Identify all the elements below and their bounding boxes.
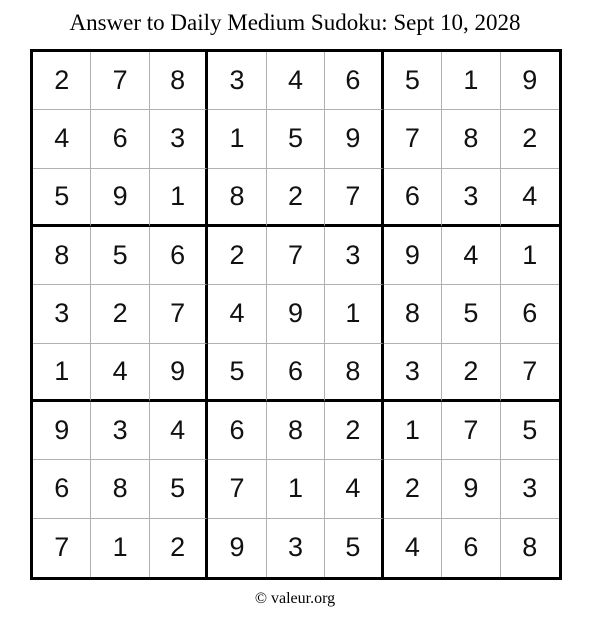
sudoku-cell: 6: [150, 227, 208, 285]
sudoku-cell: 9: [267, 285, 325, 343]
sudoku-cell: 3: [91, 402, 149, 460]
sudoku-cell: 3: [442, 169, 500, 227]
sudoku-cell: 4: [325, 460, 383, 518]
sudoku-cell: 8: [325, 344, 383, 402]
sudoku-cell: 5: [91, 227, 149, 285]
sudoku-cell: 4: [150, 402, 208, 460]
sudoku-cell: 3: [501, 460, 559, 518]
sudoku-cell: 1: [208, 110, 266, 168]
sudoku-cell: 9: [150, 344, 208, 402]
sudoku-cell: 2: [33, 52, 91, 110]
sudoku-cell: 4: [384, 519, 442, 577]
sudoku-cell: 8: [150, 52, 208, 110]
sudoku-cell: 3: [384, 344, 442, 402]
sudoku-cell: 3: [150, 110, 208, 168]
sudoku-cell: 9: [442, 460, 500, 518]
sudoku-cell: 1: [150, 169, 208, 227]
sudoku-cell: 7: [33, 519, 91, 577]
sudoku-cell: 5: [150, 460, 208, 518]
sudoku-cell: 5: [442, 285, 500, 343]
sudoku-cell: 9: [91, 169, 149, 227]
sudoku-cell: 5: [501, 402, 559, 460]
sudoku-cell: 6: [91, 110, 149, 168]
sudoku-cell: 8: [208, 169, 266, 227]
sudoku-cell: 4: [442, 227, 500, 285]
sudoku-cell: 6: [208, 402, 266, 460]
sudoku-cell: 5: [208, 344, 266, 402]
sudoku-cell: 1: [501, 227, 559, 285]
sudoku-cell: 7: [501, 344, 559, 402]
sudoku-cell: 3: [267, 519, 325, 577]
sudoku-cell: 3: [325, 227, 383, 285]
sudoku-cell: 9: [33, 402, 91, 460]
sudoku-cell: 6: [442, 519, 500, 577]
sudoku-cell: 4: [33, 110, 91, 168]
sudoku-cell: 2: [501, 110, 559, 168]
sudoku-cell: 9: [325, 110, 383, 168]
sudoku-cell: 8: [33, 227, 91, 285]
sudoku-cell: 8: [522, 532, 538, 563]
sudoku-cell: 1: [442, 52, 500, 110]
sudoku-cell: 7: [442, 402, 500, 460]
sudoku-cell: 9: [501, 52, 559, 110]
sudoku-cell: 1: [325, 285, 383, 343]
sudoku-cell: 5: [267, 110, 325, 168]
sudoku-cell: 2: [91, 285, 149, 343]
page-title: Answer to Daily Medium Sudoku: Sept 10, 2028: [69, 10, 521, 35]
sudoku-cell: 6: [325, 52, 383, 110]
sudoku-cell: 1: [33, 344, 91, 402]
sudoku-cell: 1: [384, 402, 442, 460]
sudoku-cell: 7: [150, 285, 208, 343]
sudoku-cell: 5: [325, 519, 383, 577]
sudoku-cell: 1: [91, 519, 149, 577]
sudoku-cell: 8: [91, 460, 149, 518]
sudoku-cell: 2: [384, 460, 442, 518]
sudoku-cell: 8: [442, 110, 500, 168]
sudoku-cell: 2: [325, 402, 383, 460]
sudoku-cell: 7: [325, 169, 383, 227]
sudoku-cell: 2: [267, 169, 325, 227]
sudoku-cell: 9: [208, 519, 266, 577]
sudoku-cell: 5: [33, 169, 91, 227]
sudoku-cell: 7: [384, 110, 442, 168]
sudoku-cell: 8: [384, 285, 442, 343]
sudoku-cell: 4: [91, 344, 149, 402]
sudoku-grid: [30, 49, 562, 580]
sudoku-cell: 4: [208, 285, 266, 343]
sudoku-cell: 6: [267, 344, 325, 402]
sudoku-cell: 4: [267, 52, 325, 110]
sudoku-cell: 9: [384, 227, 442, 285]
sudoku-cell: 1: [267, 460, 325, 518]
copyright-footer: © valeur.org: [254, 590, 336, 607]
sudoku-cell: 6: [501, 285, 559, 343]
sudoku-cell: 4: [501, 169, 559, 227]
sudoku-cell: 6: [384, 169, 442, 227]
sudoku-cell: 2: [208, 227, 266, 285]
sudoku-cell: 3: [208, 52, 266, 110]
sudoku-cell: 8: [267, 402, 325, 460]
sudoku-cell: 7: [267, 227, 325, 285]
sudoku-cell: 6: [33, 460, 91, 518]
sudoku-cell: 7: [208, 460, 266, 518]
sudoku-cell: 2: [442, 344, 500, 402]
sudoku-cell: 2: [150, 519, 208, 577]
sudoku-cell: 3: [33, 285, 91, 343]
sudoku-cell: 5: [384, 52, 442, 110]
sudoku-cell: 7: [91, 52, 149, 110]
